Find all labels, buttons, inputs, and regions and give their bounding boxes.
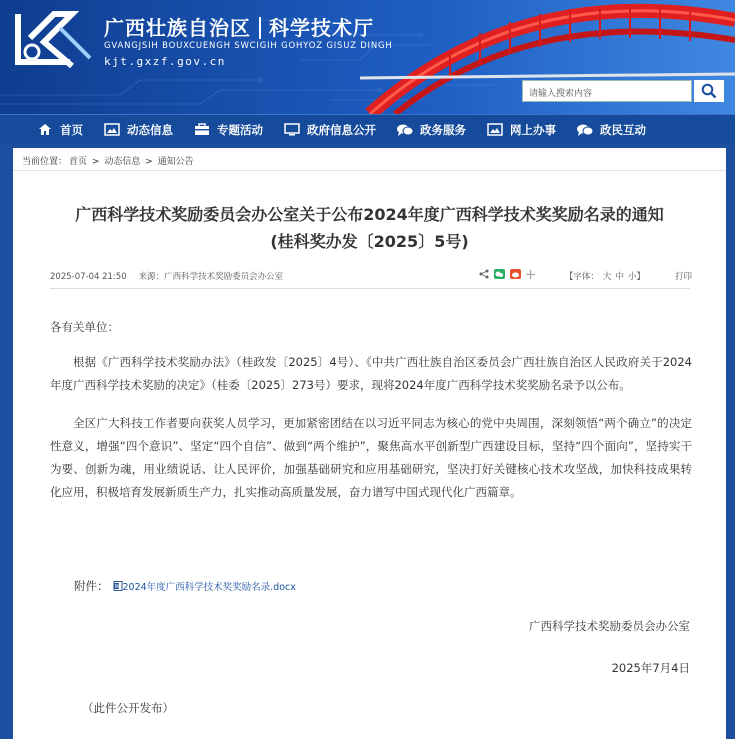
nav-label: 动态信息 — [127, 122, 173, 137]
nav-label: 政务服务 — [420, 122, 466, 137]
font-small-button[interactable]: 小 — [627, 271, 637, 282]
nav-item-topics[interactable] — [193, 115, 263, 145]
chat-icon — [396, 122, 414, 138]
breadcrumb-notices[interactable]: 通知公告 — [157, 157, 194, 167]
folder-icon — [193, 122, 211, 138]
font-label: 【字体： — [564, 271, 599, 282]
wechat-icon[interactable] — [494, 269, 505, 282]
image-icon — [103, 122, 121, 138]
image-icon — [486, 122, 504, 138]
article-body — [50, 316, 692, 519]
nav-item-interaction[interactable] — [576, 115, 646, 145]
attachment-label: 附件： — [74, 579, 109, 593]
nav-label: 政民互动 — [600, 122, 646, 137]
breadcrumb-separator: > — [91, 157, 100, 167]
publication-note: （此件公开发布） — [82, 701, 174, 715]
weibo-icon[interactable] — [510, 269, 521, 282]
article-title-line2: (桂科奖办发〔2025〕5号) — [270, 232, 469, 251]
svg-text:W: W — [114, 584, 120, 590]
article-title — [13, 201, 726, 255]
nav-item-news[interactable] — [103, 115, 173, 145]
content-card — [13, 148, 726, 739]
search-box — [522, 80, 692, 102]
nav-item-gov-service[interactable] — [396, 115, 466, 145]
org-name: 广西壮族自治区 — [104, 16, 251, 40]
more-share-icon[interactable] — [526, 270, 535, 282]
site-title — [104, 12, 374, 41]
breadcrumb-home[interactable]: 首页 — [69, 157, 88, 167]
nav-label: 专题活动 — [217, 122, 263, 137]
search-button[interactable] — [694, 80, 724, 102]
breadcrumb-prefix: 当前位置： — [22, 157, 68, 167]
breadcrumb — [22, 154, 196, 167]
divider — [50, 288, 690, 289]
article-source: 来源：广西科学技术奖励委员会办公室 — [138, 272, 284, 282]
dept-name: 科学技术厅 — [269, 16, 374, 40]
chat-icon — [576, 122, 594, 138]
article-title-line1: 广西科学技术奖励委员会办公室关于公布2024年度广西科学技术奖奖励名录的通知 — [75, 205, 664, 224]
attachment — [74, 578, 296, 594]
doc-icon — [113, 581, 123, 591]
font-medium-button[interactable]: 中 — [615, 271, 624, 282]
main-nav — [0, 114, 735, 144]
site-header — [0, 0, 735, 114]
breadcrumb-separator: > — [145, 157, 153, 167]
nav-item-home[interactable] — [36, 115, 83, 145]
nav-label: 网上办事 — [510, 122, 556, 137]
nav-label: 政府信息公开 — [307, 122, 376, 137]
home-icon — [36, 122, 54, 138]
share-icon[interactable] — [479, 269, 489, 282]
nav-label: 首页 — [60, 122, 83, 137]
attachment-filename: 2024年度广西科学技术奖奖励名录.docx — [122, 582, 296, 593]
monitor-icon — [283, 122, 301, 138]
nav-item-gov-info[interactable] — [283, 115, 376, 145]
logo-icon[interactable] — [10, 8, 96, 70]
signature: 广西科学技术奖励委员会办公室 — [529, 619, 690, 633]
site-url: kjt.gxzf.gov.cn — [104, 55, 226, 68]
publish-date: 2025-07-04 21:50 — [50, 272, 127, 282]
font-close: 】 — [636, 271, 645, 282]
article-meta — [50, 270, 283, 282]
nav-item-online-service[interactable] — [486, 115, 556, 145]
search-input[interactable] — [523, 84, 691, 104]
attachment-link[interactable] — [113, 579, 296, 593]
paragraph: 根据《广西科学技术奖励办法》（桂政发〔2025〕4号）、《中共广西壮族自治区委员会广西壮族自治区人民政府关于2024年度广西科学技术奖励的决定》（桂委〔2025〕273号）要求，现将2024年度广西科学技术奖奖励名录予以公布。 — [50, 355, 692, 392]
zhuang-title: GVANGJSIH BOUXCUENGH SWCIGIH GOHYOZ GISUZ DINGH — [104, 41, 393, 51]
print-button[interactable]: 打印 — [674, 271, 692, 282]
breadcrumb-news[interactable]: 动态信息 — [104, 157, 141, 167]
search-icon — [701, 83, 717, 99]
font-large-button[interactable]: 大 — [602, 271, 612, 282]
article-tools — [474, 269, 692, 282]
paragraph: 全区广大科技工作者要向获奖人员学习，更加紧密团结在以习近平同志为核心的党中央周围，深刻领悟“两个确立”的决定性意义，增强“四个意识”、坚定“四个自信”、做到“两个维护”，聚焦高水平创新型广西建设目标，坚持“四个面向”，坚持实干为要、创新为魂，用业绩说话、让人民评价，加强基础研究和应用基础研究，坚决打好关键核心技术攻坚战，加快科技成果转化应用，积极培育发展新质生产力，扎实推动高质量发展，奋力谱写中国式现代化广西篇章。 — [50, 416, 692, 499]
divider — [13, 170, 726, 171]
sign-date: 2025年7月4日 — [611, 661, 690, 675]
salutation: 各有关单位： — [50, 320, 119, 334]
font-size-tools — [565, 270, 645, 282]
